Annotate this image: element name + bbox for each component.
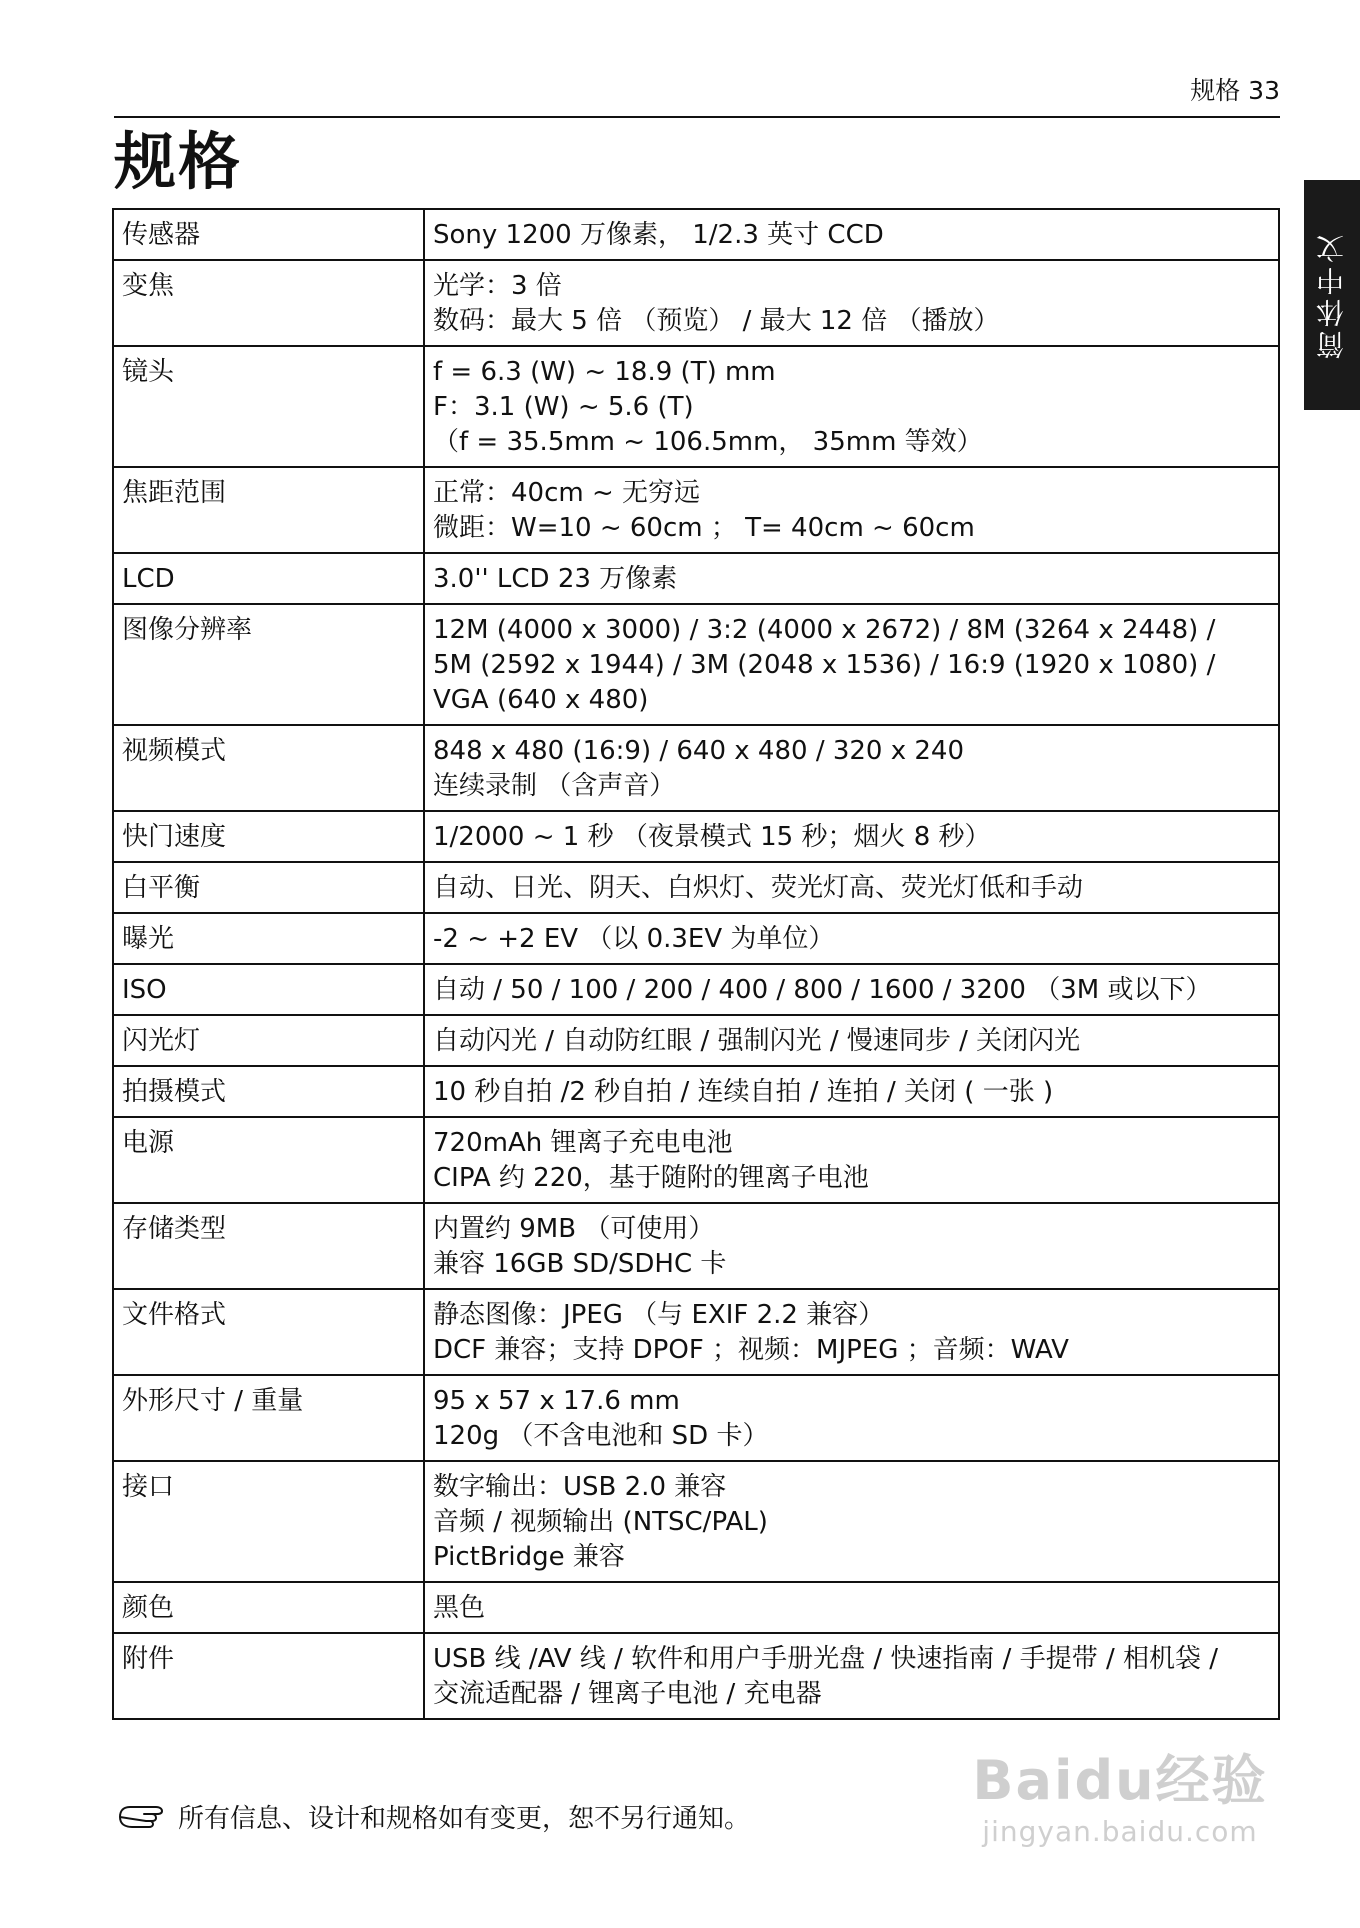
spec-value-line: PictBridge 兼容 [433, 1542, 625, 1572]
spec-value [424, 811, 1279, 862]
spec-value [424, 862, 1279, 913]
spec-value-line: 自动闪光 / 自动防红眼 / 强制闪光 / 慢速同步 / 关闭闪光 [433, 1026, 1081, 1056]
spec-value-line: 5M (2592 x 1944) / 3M (2048 x 1536) / 16:9 (1920 x 1080) / [433, 650, 1216, 680]
spec-value [424, 1582, 1279, 1633]
spec-value-line: 数码：最大 5 倍 （预览） / 最大 12 倍 （播放） [433, 306, 1000, 336]
spec-row [113, 913, 1279, 964]
spec-row [113, 1375, 1279, 1461]
spec-row [113, 1015, 1279, 1066]
spec-value [424, 260, 1279, 346]
footnote-text: 所有信息、设计和规格如有变更，恕不另行通知。 [178, 1803, 751, 1834]
spec-value-line: 95 x 57 x 17.6 mm [433, 1386, 680, 1416]
spec-row [113, 811, 1279, 862]
spec-value [424, 913, 1279, 964]
spec-value-line: f = 6.3 (W) ~ 18.9 (T) mm [433, 357, 776, 387]
footnote [116, 1796, 750, 1836]
spec-value-line: 连续录制 （含声音） [433, 771, 676, 801]
spec-label: 文件格式 [113, 1289, 424, 1375]
spec-label: 电源 [113, 1117, 424, 1203]
spec-row [113, 964, 1279, 1015]
spec-row [113, 1461, 1279, 1582]
spec-value [424, 1375, 1279, 1461]
spec-value-line: 3.0'' LCD 23 万像素 [433, 564, 678, 594]
spec-value [424, 1289, 1279, 1375]
language-side-tab [1304, 180, 1360, 410]
spec-row [113, 209, 1279, 260]
spec-value [424, 346, 1279, 467]
spec-value-line: 正常：40cm ~ 无穷远 [433, 478, 701, 508]
spec-value-line: 内置约 9MB （可使用） [433, 1214, 715, 1244]
spec-value-line: 数字输出：USB 2.0 兼容 [433, 1472, 727, 1502]
spec-row [113, 862, 1279, 913]
spec-value-line: 10 秒自拍 /2 秒自拍 / 连续自拍 / 连拍 / 关闭 ( 一张 ) [433, 1077, 1054, 1107]
spec-value-line: 720mAh 锂离子充电电池 [433, 1128, 733, 1158]
spec-value-line: 120g （不含电池和 SD 卡） [433, 1421, 769, 1451]
spec-value-line: 微距：W=10 ~ 60cm ； T= 40cm ~ 60cm [433, 513, 975, 543]
spec-value [424, 553, 1279, 604]
spec-label: 颜色 [113, 1582, 424, 1633]
spec-value-line: DCF 兼容；支持 DPOF ；视频：MJPEG ；音频：WAV [433, 1335, 1069, 1365]
header-page-label: 规格 33 [1190, 76, 1280, 105]
spec-table [112, 208, 1280, 1720]
watermark-url: jingyan.baidu.com [982, 1815, 1258, 1848]
spec-value [424, 1117, 1279, 1203]
spec-value [424, 209, 1279, 260]
side-tab-label: 简体中文 [1315, 231, 1348, 359]
spec-value-line: 848 x 480 (16:9) / 640 x 480 / 320 x 240 [433, 736, 965, 766]
spec-value-line: 交流适配器 / 锂离子电池 / 充电器 [433, 1679, 822, 1709]
spec-row [113, 1066, 1279, 1117]
spec-value-line: USB 线 /AV 线 / 软件和用户手册光盘 / 快速指南 / 手提带 / 相机袋 / [433, 1644, 1219, 1674]
spec-value-line: 自动 / 50 / 100 / 200 / 400 / 800 / 1600 / 3200 （3M 或以下） [433, 975, 1212, 1005]
spec-value [424, 1633, 1279, 1719]
spec-row [113, 1633, 1279, 1719]
spec-row [113, 604, 1279, 725]
spec-value-line: Sony 1200 万像素， 1/2.3 英寸 CCD [433, 220, 884, 250]
spec-label: 快门速度 [113, 811, 424, 862]
spec-label: 传感器 [113, 209, 424, 260]
spec-label: 白平衡 [113, 862, 424, 913]
spec-value-line: F：3.1 (W) ~ 5.6 (T) [433, 392, 694, 422]
pointing-hand-icon [116, 1801, 166, 1831]
spec-label: 图像分辨率 [113, 604, 424, 725]
spec-table-body [113, 209, 1279, 1719]
spec-value-line: 兼容 16GB SD/SDHC 卡 [433, 1249, 727, 1279]
spec-value [424, 1066, 1279, 1117]
spec-value [424, 964, 1279, 1015]
spec-label: 镜头 [113, 346, 424, 467]
spec-label: 存储类型 [113, 1203, 424, 1289]
spec-label: 外形尺寸 / 重量 [113, 1375, 424, 1461]
spec-label: ISO [113, 964, 424, 1015]
spec-label: 附件 [113, 1633, 424, 1719]
spec-value-line: 光学：3 倍 [433, 271, 562, 301]
spec-value-line: 12M (4000 x 3000) / 3:2 (4000 x 2672) / 8M (3264 x 2448) / [433, 615, 1216, 645]
spec-value [424, 1203, 1279, 1289]
spec-row [113, 346, 1279, 467]
spec-label: 焦距范围 [113, 467, 424, 553]
spec-value-line: CIPA 约 220，基于随附的锂离子电池 [433, 1163, 869, 1193]
spec-value [424, 1461, 1279, 1582]
spec-value [424, 467, 1279, 553]
spec-label: 闪光灯 [113, 1015, 424, 1066]
spec-value-line: （f = 35.5mm ~ 106.5mm， 35mm 等效） [433, 427, 983, 457]
spec-value-line: -2 ~ +2 EV （以 0.3EV 为单位） [433, 924, 835, 954]
spec-row [113, 1289, 1279, 1375]
spec-row [113, 553, 1279, 604]
spec-row [113, 1582, 1279, 1633]
spec-value-line: VGA (640 x 480) [433, 685, 649, 715]
spec-value-line: 音频 / 视频输出 (NTSC/PAL) [433, 1507, 768, 1537]
spec-row [113, 725, 1279, 811]
page-header [114, 76, 1280, 118]
spec-label: 曝光 [113, 913, 424, 964]
spec-value-line: 自动、日光、阴天、白炽灯、荧光灯高、荧光灯低和手动 [433, 873, 1084, 903]
spec-label: 变焦 [113, 260, 424, 346]
page-title: 规格 [114, 125, 243, 198]
spec-label: LCD [113, 553, 424, 604]
baidu-watermark [960, 1748, 1280, 1878]
spec-value [424, 1015, 1279, 1066]
spec-value [424, 725, 1279, 811]
spec-row [113, 260, 1279, 346]
spec-value-line: 1/2000 ~ 1 秒 （夜景模式 15 秒；烟火 8 秒） [433, 822, 991, 852]
spec-value [424, 604, 1279, 725]
spec-value-line: 黑色 [433, 1593, 486, 1623]
spec-row [113, 467, 1279, 553]
spec-label: 接口 [113, 1461, 424, 1582]
spec-row [113, 1117, 1279, 1203]
spec-value-line: 静态图像：JPEG （与 EXIF 2.2 兼容） [433, 1300, 885, 1330]
watermark-logo: Baidu经验 [972, 1749, 1268, 1812]
spec-label: 视频模式 [113, 725, 424, 811]
spec-row [113, 1203, 1279, 1289]
spec-label: 拍摄模式 [113, 1066, 424, 1117]
